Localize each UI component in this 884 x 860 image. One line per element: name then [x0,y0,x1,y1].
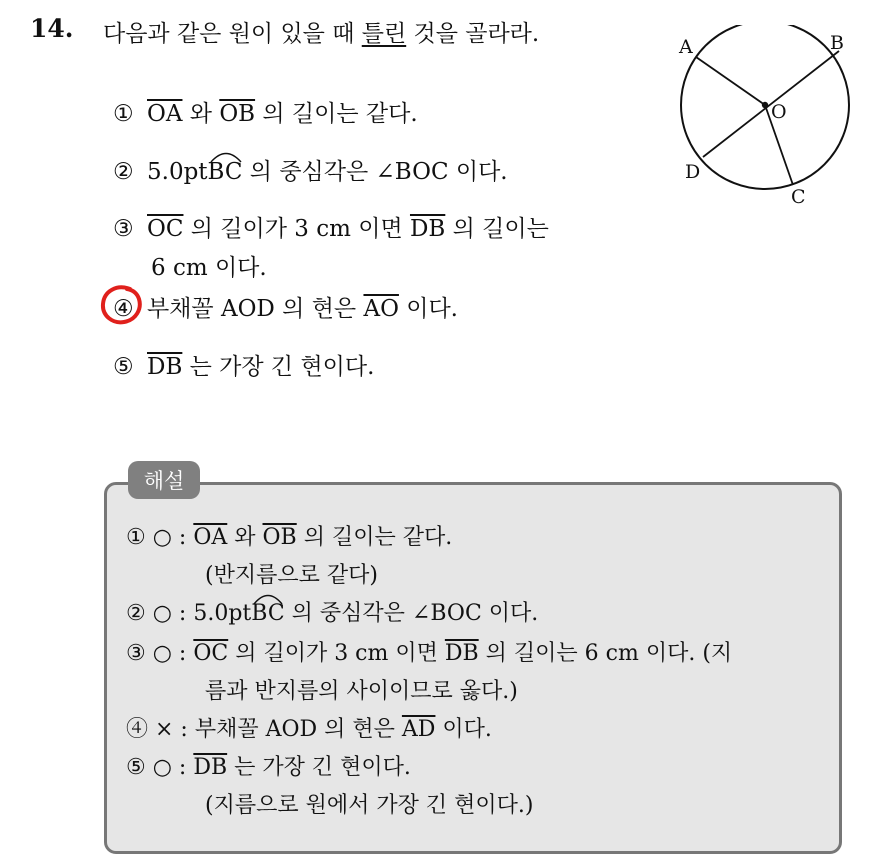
segment-db: $\overline{DB}$ [147,354,183,380]
solution-item-1 [126,520,452,551]
segment-oc: $\overline{OC}$ [193,641,229,666]
segment-ob: $\overline{OB}$ [219,101,256,127]
choice-3-continuation: 6 cm 이다. [151,255,267,281]
segment-oa: $\overline{OA}$ [193,525,228,550]
arc-bc [251,601,284,626]
choice-2-prefix: 5.0pt [147,159,208,185]
segment-oc: $\overline{OC}$ [147,216,184,242]
segment-db: $\overline{DB}$ [444,641,479,666]
solution-3-mid: 의 길이가 3 cm 이면 [228,641,445,666]
solution-2-mark: ② ○ : [126,601,187,626]
solution-item-4 [126,712,492,743]
choice-2[interactable] [113,153,508,186]
solution-2-rest: 의 중심각은 ∠BOC 이다. [284,601,539,626]
solution-item-3 [126,636,732,667]
radius-oa [696,57,765,105]
question-text [103,15,539,48]
choice-4-number: ④ [113,296,134,322]
label-a: A [679,36,693,58]
label-o: O [771,101,787,123]
solution-4-rest: 이다. [435,717,492,742]
solution-5-rest: 는 가장 긴 현이다. [227,755,411,780]
choice-1-mid: 와 [182,101,220,127]
solution-3-continuation: 름과 반지름의 사이이므로 옳다.) [205,679,518,704]
arc-label: BC [207,159,243,185]
solution-5-mark: ⑤ ○ : [126,755,187,780]
choice-3-mid: 의 길이가 3 cm 이면 [183,216,410,242]
solution-1-continuation: (반지름으로 같다) [205,563,378,588]
arc-bc [208,159,243,185]
solution-3-rest: 의 길이는 6 cm 이다. (지 [478,641,733,666]
choice-3[interactable] [113,210,549,243]
label-b: B [830,32,844,54]
solution-item-5 [126,750,411,781]
segment-ob: $\overline{OB}$ [262,525,297,550]
choice-2-rest: 의 중심각은 ∠BOC 이다. [242,159,508,185]
solution-badge: 해설 [128,461,200,499]
segment-oa: $\overline{OA}$ [147,101,183,127]
circle-figure [670,25,870,215]
choice-4[interactable] [113,290,458,323]
segment-ao: $\overline{AO}$ [363,296,399,322]
solution-4-mark: ④ × : [126,717,188,742]
segment-ad: $\overline{AD}$ [401,717,436,742]
question-text-before: 다음과 같은 원이 있을 때 [103,21,362,47]
segment-db: $\overline{DB}$ [193,755,228,780]
arc-label: BC [251,601,285,626]
question-number: 14. [30,14,74,43]
center-point [762,102,768,108]
question-text-after: 것을 골라라. [406,21,540,47]
choice-4-rest: 이다. [398,296,458,322]
segment-db: $\overline{DB}$ [409,216,446,242]
label-d: D [685,161,701,183]
arc-symbol-icon [251,591,285,605]
choice-3-number: ③ [113,216,134,242]
choice-1[interactable] [113,95,418,128]
solution-1-mark: ① ○ : [126,525,187,550]
solution-item-2 [126,596,538,627]
solution-3-mark: ③ ○ : [126,641,187,666]
arc-symbol-icon [208,149,244,163]
choice-5-rest: 는 가장 긴 현이다. [182,354,375,380]
choice-2-number: ② [113,159,134,185]
solution-1-rest: 의 길이는 같다. [296,525,453,550]
solution-2-prefix: 5.0pt [193,601,252,626]
choice-1-rest: 의 길이는 같다. [255,101,418,127]
solution-4-text: 부채꼴 AOD 의 현은 [194,717,402,742]
choice-3-rest: 의 길이는 [445,216,549,242]
choice-5-number: ⑤ [113,354,134,380]
solution-5-continuation: (지름으로 원에서 가장 긴 현이다.) [205,793,534,818]
choice-1-number: ① [113,101,134,127]
choice-5[interactable] [113,348,374,381]
solution-1-mid: 와 [227,525,263,550]
label-c: C [791,186,806,208]
question-underlined-word: 틀린 [361,21,407,47]
choice-4-text: 부채꼴 AOD 의 현은 [147,296,364,322]
